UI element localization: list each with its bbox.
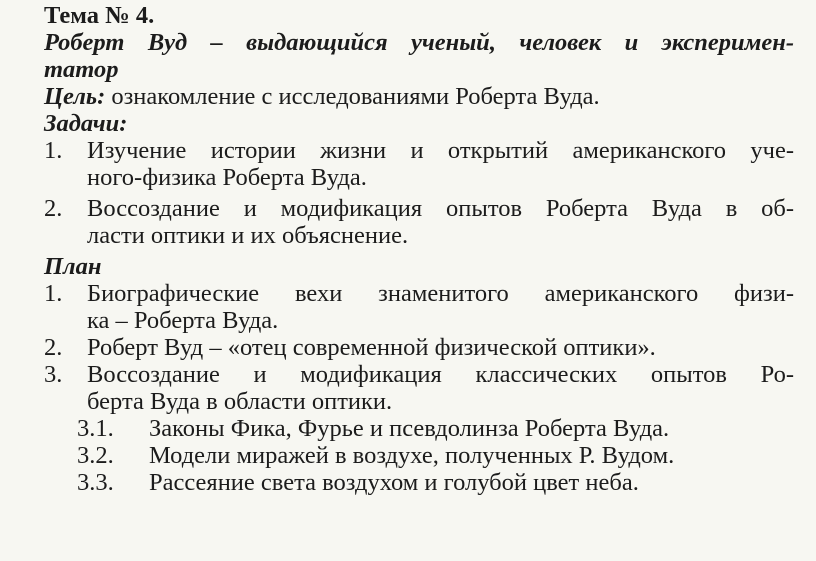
plan-subitem-text: Рассеяние света воздухом и голубой цвет неба. [149,469,639,496]
plan-item-number: 2. [44,334,63,361]
task-item-number: 1. [44,137,63,164]
plan-subitem-text: Модели миражей в воздухе, полученных Р. Вудом. [149,442,675,469]
topic-number-heading: Тема № 4. [44,2,155,29]
task-item-number: 2. [44,195,63,222]
plan-subitem-number: 3.2. [77,442,114,469]
topic-title-line-1: Роберт Вуд – выдающийся ученый, человек и эксперимен- [44,29,794,56]
plan-subitem-number: 3.3. [77,469,114,496]
plan-item-text-line-2: ка – Роберта Вуда. [87,307,279,334]
plan-subitem-3-3 [44,469,794,496]
goal-text: ознакомление с исследованиями Роберта Вуда. [105,83,600,110]
task-item-text-line-1: Изучение истории жизни и открытий американского уче- [87,137,794,164]
tasks-list [44,137,794,249]
tasks-label: Задачи: [44,110,128,137]
task-item-1 [44,137,794,164]
plan-subitem-text: Законы Фика, Фурье и псевдолинза Роберта Вуда. [149,415,670,442]
goal-paragraph [44,83,794,110]
plan-item-number: 1. [44,280,63,307]
plan-label: План [44,253,102,280]
task-item-text-line-2: ласти оптики и их объяснение. [87,222,409,249]
plan-item-3 [44,361,794,388]
plan-item-2 [44,334,794,361]
plan-item-text-line-1: Воссоздание и модификация классических опытов Ро- [87,361,794,388]
topic-title-line-2: татор [44,56,119,83]
task-item-text-line-1: Воссоздание и модификация опытов Роберта Вуда в об- [87,195,794,222]
plan-subitem-3-1 [44,415,794,442]
plan-item-number: 3. [44,361,63,388]
plan-item-text-line-1: Биографические вехи знаменитого американского физи- [87,280,794,307]
plan-item-1 [44,280,794,307]
plan-list [44,280,794,496]
plan-subitem-3-2 [44,442,794,469]
plan-subitem-number: 3.1. [77,415,114,442]
goal-label: Цель: [44,83,106,110]
plan-item-text-line-1: Роберт Вуд – «отец современной физической оптики». [87,334,656,361]
plan-item-text-line-2: берта Вуда в области оптики. [87,388,393,415]
task-item-2 [44,195,794,222]
task-item-text-line-2: ного-физика Роберта Вуда. [87,164,367,191]
